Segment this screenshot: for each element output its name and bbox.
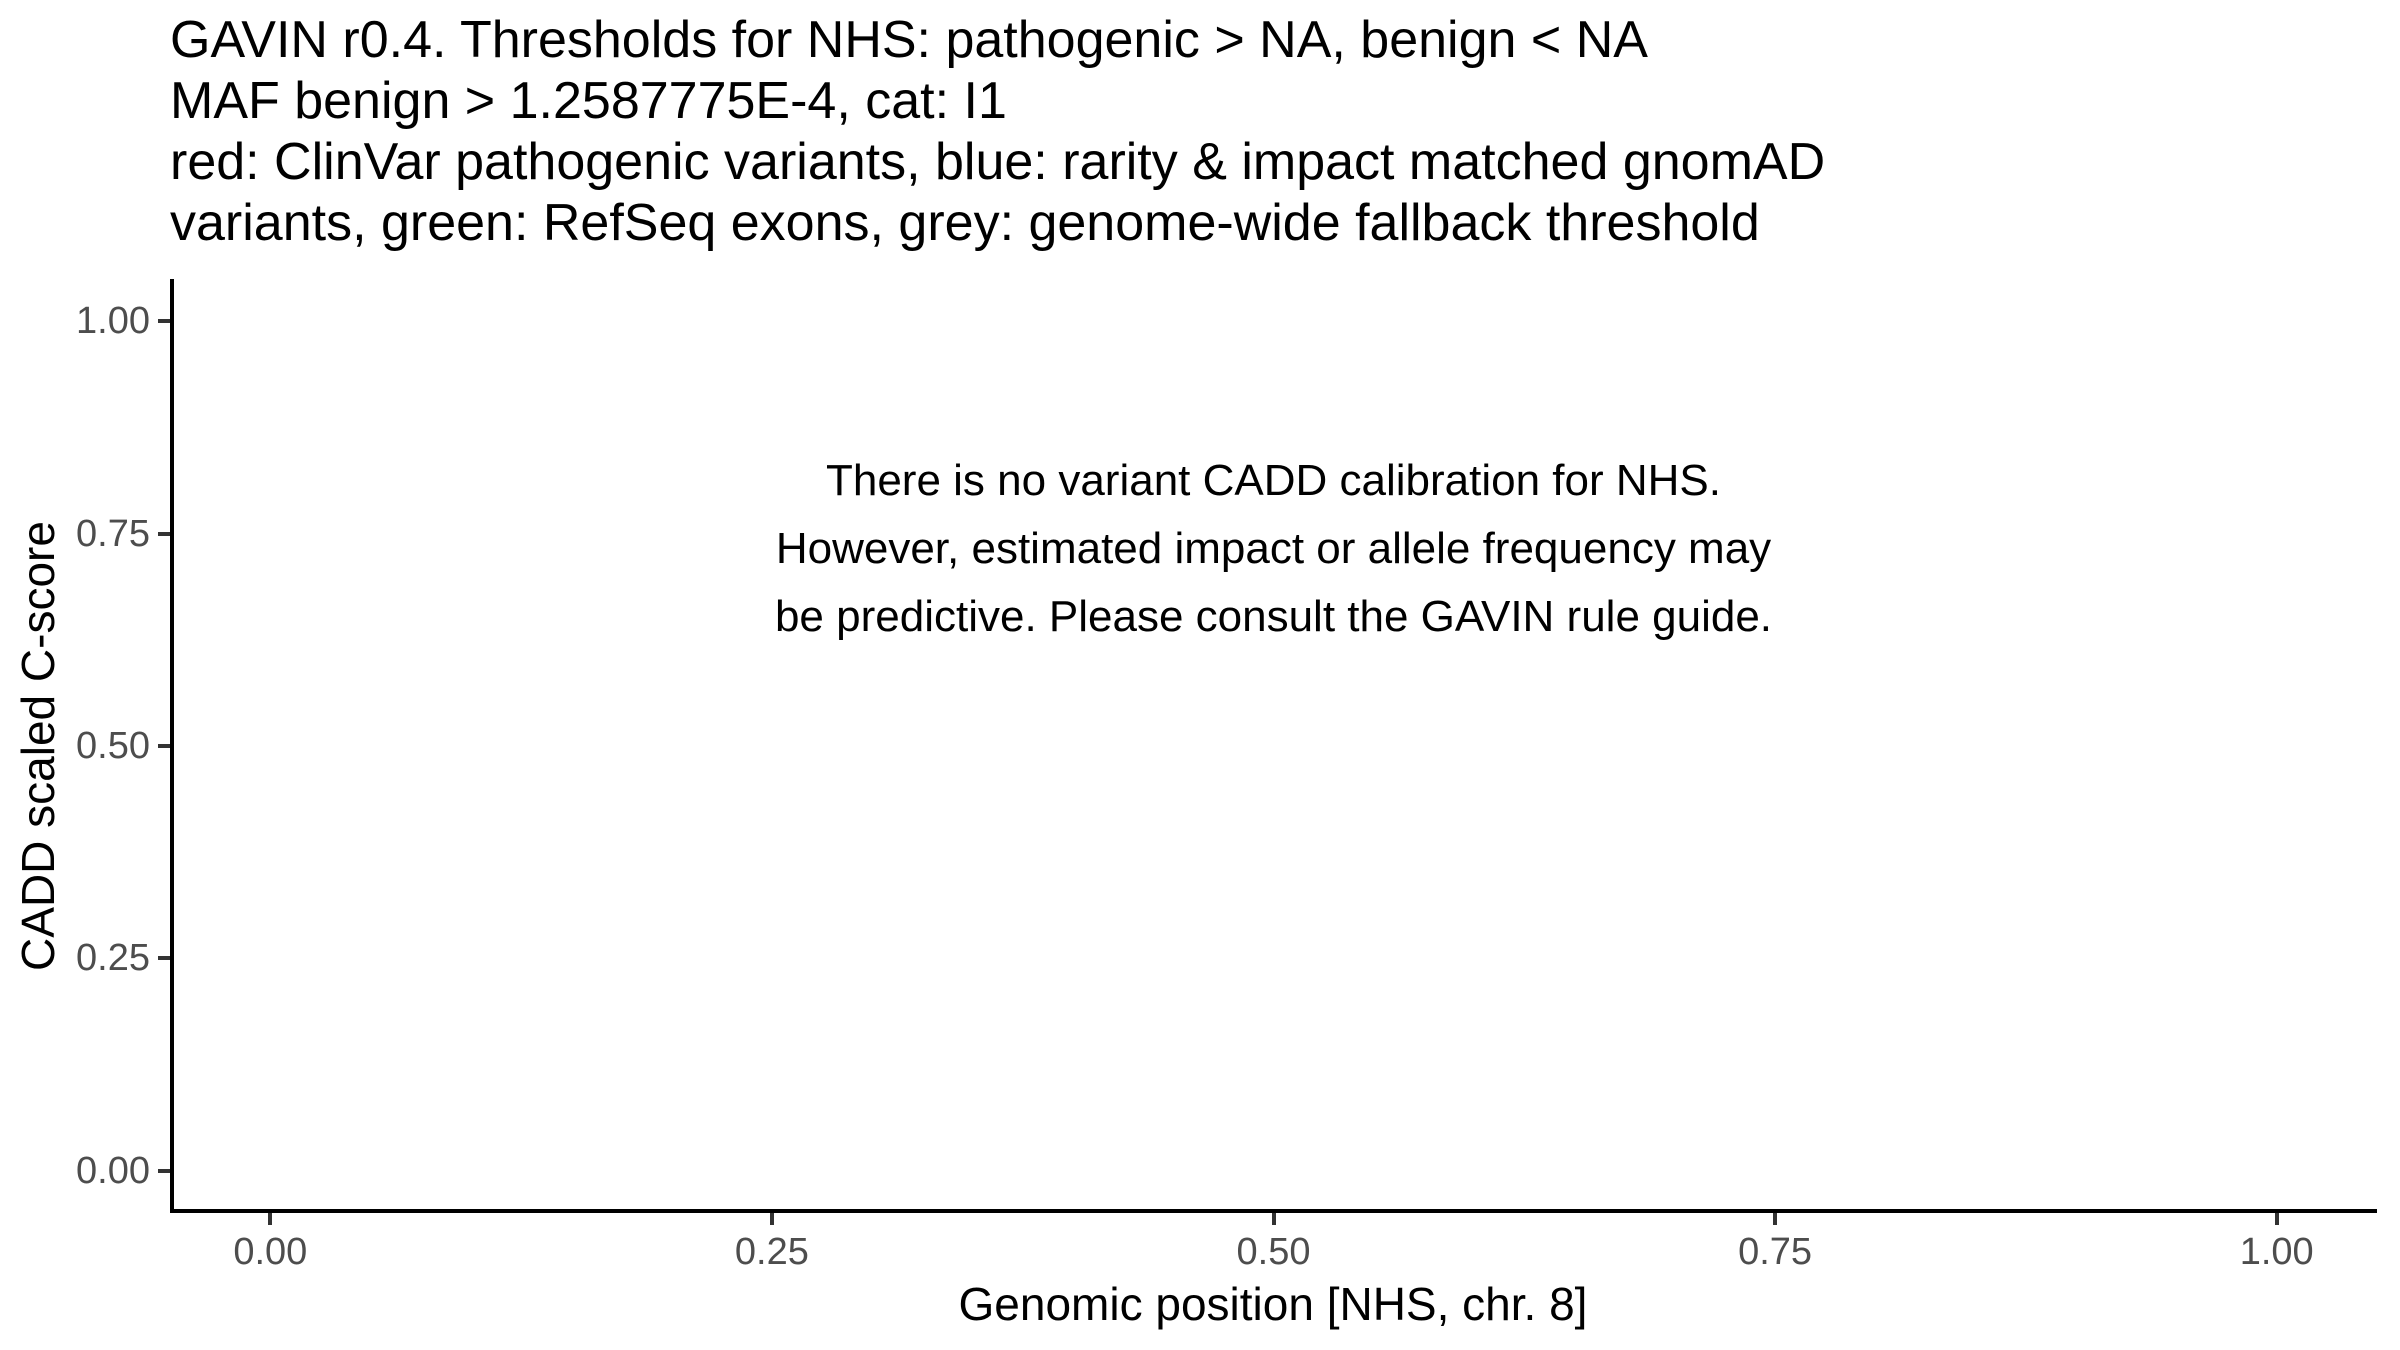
y-tick-label: 1.00 [76, 300, 150, 343]
x-tick-mark-0.00 [268, 1213, 272, 1225]
annotation-line-2: However, estimated impact or allele frequency may [775, 524, 1772, 573]
y-tick-mark-0.75 [158, 532, 170, 536]
chart-title [170, 10, 1825, 254]
chart-title-line-4: variants, green: RefSeq exons, grey: genome-wide fallback threshold [170, 194, 1760, 252]
x-tick-label: 1.00 [2239, 1231, 2314, 1273]
y-axis-line [170, 279, 174, 1213]
x-tick-mark-0.25 [770, 1213, 774, 1225]
y-tick-label: 0.50 [76, 725, 150, 767]
y-tick-label: 0.75 [76, 512, 150, 555]
chart-title-line-1: GAVIN r0.4. Thresholds for NHS: pathogenic > NA, benign < NA [170, 11, 1648, 69]
x-tick-mark-0.50 [1272, 1213, 1276, 1225]
y-tick-mark-0.00 [158, 1169, 170, 1173]
y-tick-mark-0.50 [158, 744, 170, 748]
chart-title-line-2: MAF benign > 1.2587775E-4, cat: I1 [170, 72, 1007, 130]
x-tick-label: 0.25 [734, 1231, 809, 1273]
x-tick-label: 0.75 [1738, 1231, 1813, 1273]
y-tick-mark-0.25 [158, 956, 170, 960]
y-tick-mark-1.00 [158, 319, 170, 323]
x-tick-mark-0.75 [1773, 1213, 1777, 1225]
y-tick-label: 0.00 [76, 1149, 150, 1192]
x-axis-title: Genomic position [NHS, chr. 8] [958, 1278, 1588, 1330]
y-axis-title: CADD scaled C-score [12, 521, 64, 971]
x-tick-mark-1.00 [2275, 1213, 2279, 1225]
y-tick-label: 0.25 [76, 937, 150, 980]
no-calibration-annotation [775, 447, 1772, 651]
chart-title-line-3: red: ClinVar pathogenic variants, blue: rarity & impact matched gnomAD [170, 133, 1826, 191]
annotation-line-1: There is no variant CADD calibration for NHS. [825, 456, 1721, 505]
x-tick-label: 0.50 [1236, 1231, 1311, 1273]
annotation-line-3: be predictive. Please consult the GAVIN rule guide. [774, 592, 1773, 641]
plot-panel [76, 279, 2377, 1273]
x-tick-label: 0.00 [233, 1231, 308, 1273]
